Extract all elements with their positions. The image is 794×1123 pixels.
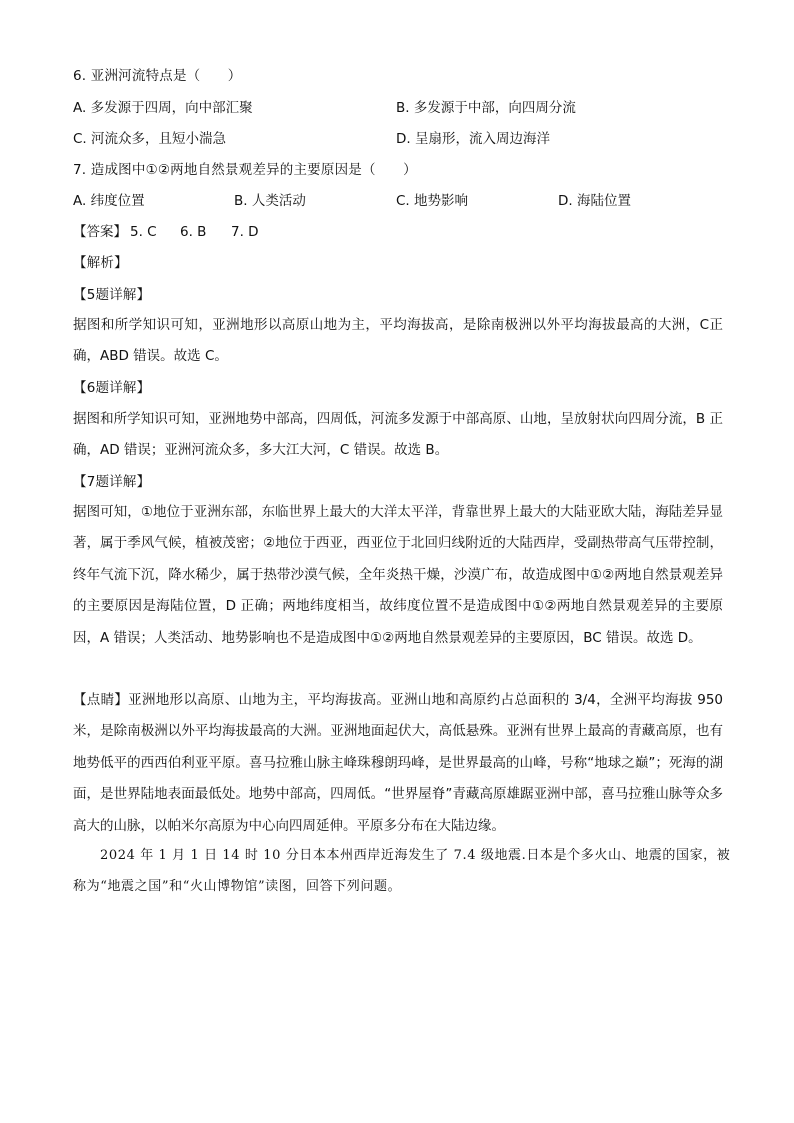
detail-6-paragraph: 据图和所学知识可知，亚洲地势中部高，四周低，河流多发源于中部高原、山地，呈放射状向四周分流，B 正确，AD 错误；亚洲河流众多，多大江大河，C 错误。故选 B。 xyxy=(73,411,723,459)
detail-6-text xyxy=(73,404,723,467)
question-7-option-d: D. 海陆位置 xyxy=(558,193,631,209)
detail-6-heading: 【6题详解】 xyxy=(73,380,151,396)
answer-label: 【答案】 xyxy=(73,224,127,240)
answer-7: 7. D xyxy=(231,224,259,240)
detail-7-heading: 【7题详解】 xyxy=(73,474,151,490)
intro-line-2: 称为“地震之国”和“火山博物馆”读图，回答下列问题。 xyxy=(73,879,402,894)
question-7-stem: 7. 造成图中①②两地自然景观差异的主要原因是（ ） xyxy=(73,162,417,178)
tip-text: 亚洲地形以高原、山地为主，平均海拔高。亚洲山地和高原约占总面积的 3/4，全洲平均海拔 950米，是除南极洲以外平均海拔最高的大洲。亚洲地面起伏大，高低悬殊。亚洲有世界上最高的青藏高原，也有地势低平的西西伯利亚平原。喜马拉雅山脉主峰珠穆朗玛峰，是世界最高的山峰，号称“地球之巅”；死海的湖面，是世界陆地表面最低处。地势中部高，四周低。“世界屋脊”青藏高原雄踞亚洲中部，喜马拉雅山脉等众多高大的山脉，以帕米尔高原为中心向四周延伸。平原多分布在大陆边缘。 xyxy=(73,692,724,834)
question-6-option-a: A. 多发源于四周，向中部汇聚 xyxy=(73,100,253,116)
detail-7-text xyxy=(73,497,723,654)
answer-5: 5. C xyxy=(130,224,157,240)
question-6-stem: 6. 亚洲河流特点是（ ） xyxy=(73,68,242,84)
analysis-label: 【解析】 xyxy=(73,255,128,271)
detail-5-heading: 【5题详解】 xyxy=(73,287,151,303)
question-6-option-b: B. 多发源于中部，向四周分流 xyxy=(396,100,576,116)
question-7-option-c: C. 地势影响 xyxy=(396,193,469,209)
question-7-option-b: B. 人类活动 xyxy=(234,193,306,209)
answer-6: 6. B xyxy=(180,224,207,240)
detail-5-text xyxy=(73,310,723,373)
question-7-option-a: A. 纬度位置 xyxy=(73,193,145,209)
detail-5-paragraph: 据图和所学知识可知，亚洲地形以高原山地为主，平均海拔高，是除南极洲以外平均海拔最高的大洲，C正确，ABD 错误。故选 C。 xyxy=(73,317,723,365)
intro-line-1: 2024 年 1 月 1 日 14 时 10 分日本本州西岸近海发生了 7.4 级地震.日本是个多火山、地震的国家，被 xyxy=(100,848,731,863)
question-6-option-c: C. 河流众多，且短小湍急 xyxy=(73,131,227,147)
detail-7-paragraph: 据图可知，①地位于亚洲东部，东临世界上最大的大洋太平洋，背靠世界上最大的大陆亚欧大陆，海陆差异显著，属于季风气候，植被茂密；②地位于西亚，西亚位于北回归线附近的大陆西岸，受副热带高气压带控制，终年气流下沉，降水稀少，属于热带沙漠气候，全年炎热干燥，沙漠广布，故造成图中①②两地自然景观差异的主要原因是海陆位置，D 正确；两地纬度相当，故纬度位置不是造成图中①②两地自然景观差异的主要原因，A 错误；人类活动、地势影响也不是造成图中①②两地自然景观差异的主要原因，BC 错误。故选 D。 xyxy=(73,504,723,646)
tip-label: 【点睛】 xyxy=(73,692,129,708)
tip-block xyxy=(73,685,723,842)
question-6-option-d: D. 呈扇形，流入周边海洋 xyxy=(396,131,550,147)
tip-paragraph xyxy=(73,685,723,842)
